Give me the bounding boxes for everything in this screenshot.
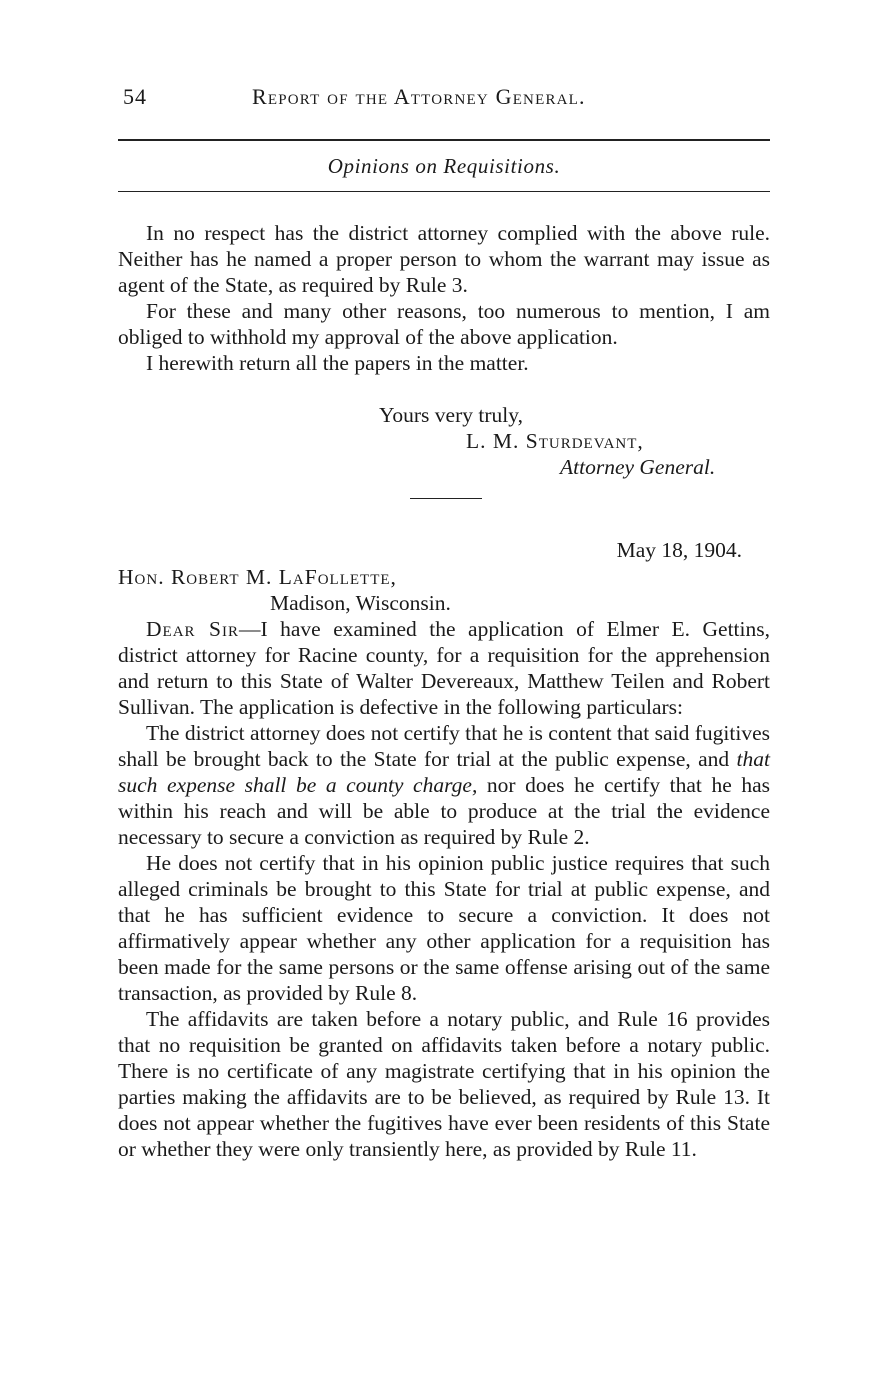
closing-line: Yours very truly, (379, 403, 523, 427)
running-title: Report of the Attorney General. (252, 84, 586, 109)
page-number: 54 (123, 84, 147, 109)
header-rule (118, 139, 770, 141)
letter-separator (410, 498, 482, 499)
signature-name: L. M. Sturdevant, (466, 429, 644, 453)
signature-title: Attorney General. (560, 455, 716, 479)
italic-phrase: that such expense shall be a county charge, (118, 747, 770, 797)
paragraph: In no respect has the district attorney complied with the above rule. Neither has he named a proper person to whom the warrant may issue as agent of the State, as required by Rule 3. (118, 221, 770, 297)
addressee-name: Hon. Robert M. LaFollette, (118, 565, 397, 589)
paragraph: I herewith return all the papers in the matter. (146, 351, 529, 375)
page-header (120, 84, 770, 118)
paragraph: He does not certify that in his opinion public justice requires that such alleged criminals be brought to this State for trial at public expense, and that he has sufficient evidence to secure a conviction. It does not affirmatively appear whether any other application for a requisition has been made for the same persons or the same offense arising out of the same transaction, as provided by Rule 8. (118, 851, 770, 1005)
letter-date: May 18, 1904. (616, 538, 742, 562)
paragraph-text: —I have examined the application of Elmer E. Gettins, district attorney for Racine county, for a requisition for the apprehension and return to this State of Walter Devereaux, Matthew Teilen and Robert Sullivan. The application is defective in the following particulars: (118, 617, 770, 719)
addressee-place: Madison, Wisconsin. (270, 591, 451, 615)
paragraph-text: nor does he certify that he has within his reach and will be able to produce at the trial the evidence necessary to secure a conviction as required by Rule 2. (118, 773, 770, 849)
section-rule (118, 191, 770, 192)
salutation: Dear Sir (146, 617, 239, 641)
paragraph (118, 720, 770, 850)
paragraph: For these and many other reasons, too numerous to mention, I am obliged to withhold my approval of the above application. (118, 299, 770, 349)
letter-two-body (118, 616, 770, 1162)
paragraph-text: The district attorney does not certify that he is content that said fugitives shall be brought back to the State for trial at the public expense, and (118, 721, 770, 771)
paragraph (118, 616, 770, 720)
letter-one-body (118, 220, 770, 376)
addressee-block (118, 564, 451, 616)
section-title: Opinions on Requisitions. (327, 154, 561, 178)
paragraph: The affidavits are taken before a notary public, and Rule 16 provides that no requisition be granted on affidavits taken before a notary public. There is no certificate of any magistrate certifying that in his opinion the parties making the affidavits are to be believed, as required by Rule 13. It does not appear whether the fugitives have ever been residents of this State or whether they were only transiently here, as provided by Rule 11. (118, 1007, 770, 1161)
